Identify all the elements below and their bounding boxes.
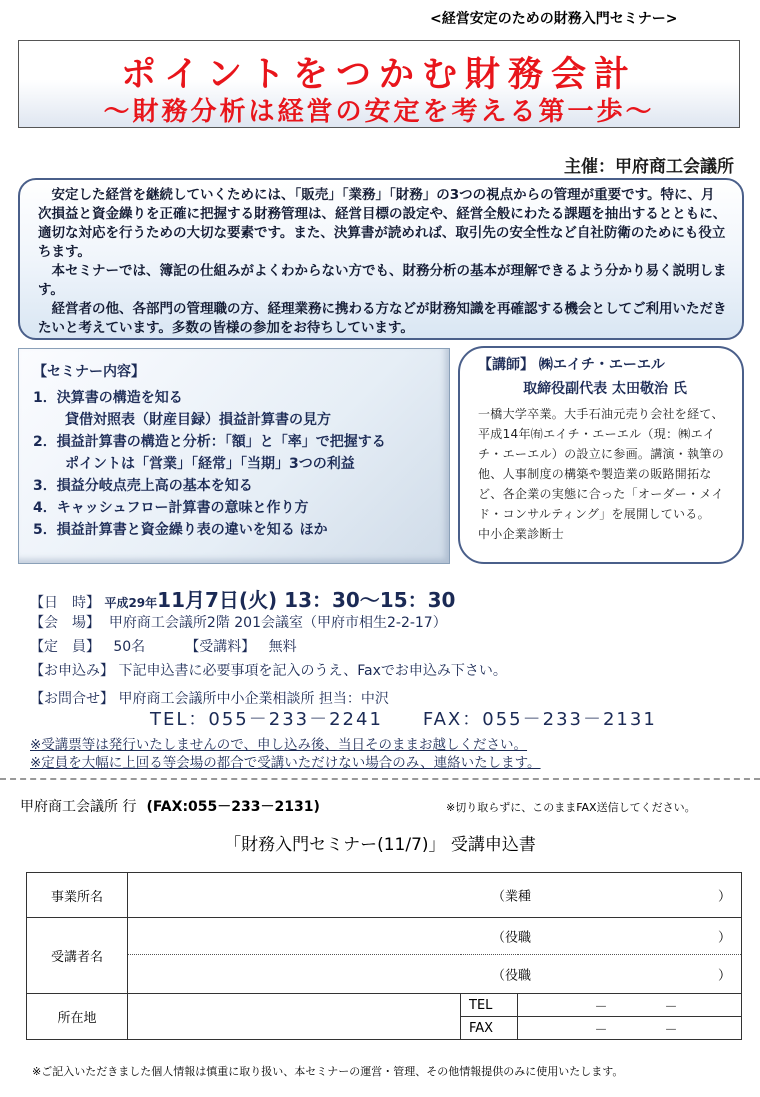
fax-to: 甲府商工会議所 行 xyxy=(20,799,137,815)
contact-label: 【お問合せ】 xyxy=(30,691,114,707)
close-paren: ） xyxy=(717,930,731,946)
title-banner xyxy=(18,40,740,128)
fee-label: 【受講料】 xyxy=(185,639,256,655)
form-title: 「財務入門セミナー(11/7)」 受講申込書 xyxy=(224,835,536,855)
contact-value: 甲府商工会議所中小企業相談所 担当：中沢 xyxy=(118,691,389,707)
date-row xyxy=(30,584,455,613)
organizer: 主催：甲府商工会議所 xyxy=(564,157,734,177)
fax-number: (FAX:055－233－2131) xyxy=(146,799,320,815)
date-era: 平成29年 xyxy=(104,596,158,610)
fax-note: ※切り取らずに、このままFAX送信してください。 xyxy=(446,801,696,814)
attendee-row-1 xyxy=(27,918,742,955)
notice-no-ticket: ※受講票等は発行いたしませんので、申し込み後、当日そのままお越しください。 xyxy=(30,737,528,753)
fax-label: FAX xyxy=(461,1017,518,1040)
capacity-label: 【定 員】 xyxy=(30,639,100,655)
attendee-row-2 xyxy=(27,955,742,994)
content-item: 2．損益計算書の構造と分析：「額」と「率」で把握する xyxy=(33,434,386,450)
address-row-1 xyxy=(27,994,742,1017)
content-subitem: 貸借対照表（財産目録）損益計算書の見方 xyxy=(65,412,331,428)
apply-row xyxy=(30,660,507,680)
dash: － xyxy=(664,999,678,1015)
capacity-row xyxy=(30,636,297,656)
attendee-name-label: 受講者名 xyxy=(27,918,128,994)
business-row xyxy=(27,873,742,918)
business-name-label: 事業所名 xyxy=(27,873,128,918)
intro-paragraph: 本セミナーでは、簿記の仕組みがよくわからない方でも、財務分析の基本が理解できるよう分かり易く説明します。 xyxy=(38,263,727,298)
attendee-name-field-1[interactable] xyxy=(128,918,742,955)
date-value: 11月7日(火) 13：30～15：30 xyxy=(157,588,456,612)
tel-field[interactable] xyxy=(518,994,742,1017)
dash: － xyxy=(594,999,608,1015)
seminar-content-box xyxy=(18,348,450,564)
fax-field[interactable] xyxy=(518,1017,742,1040)
intro-box xyxy=(18,178,744,340)
cut-line xyxy=(0,778,760,780)
close-paren: ） xyxy=(717,968,731,984)
lecturer-bio-text: 一橋大学卒業。大手石油元売り会社を経て、平成14年㈲エイチ・エーエル（現：㈱エイチ・エーエル）の設立に参画。講演・執筆の他、人事制度の構築や製造業の販路開拓など、各企業の実態に合った「オーダー・メイド・コンサルティング」を展開している。 xyxy=(478,407,725,521)
tel-label: TEL xyxy=(461,994,518,1017)
lecturer-bio xyxy=(478,404,732,544)
content-item: 1．決算書の構造を知る xyxy=(33,390,183,406)
content-subitem: ポイントは「営業」「経常」「当期」3つの利益 xyxy=(65,456,355,472)
dash: － xyxy=(664,1022,678,1038)
fax-destination xyxy=(20,796,320,816)
content-item: 4．キャッシュフロー計算書の意味と作り方 xyxy=(33,500,309,516)
lecturer-certification: 中小企業診断士 xyxy=(478,527,565,541)
content-item: 3．損益分岐点売上高の基本を知る xyxy=(33,478,253,494)
seminar-content-title: 【セミナー内容】 xyxy=(33,364,145,380)
venue-label: 【会 場】 xyxy=(30,615,100,631)
apply-value: 下記申込書に必要事項を記入のうえ、Faxでお申込み下さい。 xyxy=(118,663,507,679)
position-label: （役職 xyxy=(492,968,532,984)
attendee-name-field-2[interactable] xyxy=(128,955,742,994)
close-paren: ） xyxy=(717,889,731,905)
content-item: 5．損益計算書と資金繰り表の違いを知る ほか xyxy=(33,522,328,538)
venue-value: 甲府商工会議所2階 201会議室（甲府市相生2-2-17） xyxy=(108,615,447,631)
lecturer-heading: 【講師】 ㈱エイチ・エーエル xyxy=(478,357,665,373)
tel-fax-numbers: TEL：055－233－2241 FAX：055－233－2131 xyxy=(150,709,657,730)
privacy-note: ※ご記入いただきました個人情報は慎重に取り扱い、本セミナーの運営・管理、その他情報提供のみに使用いたします。 xyxy=(32,1065,624,1078)
intro-paragraph: 安定した経営を継続していくためには、「販売」「業務」「財務」の3つの視点からの管理が重要です。特に、月次損益と資金繰りを正確に把握する財務管理は、経営目標の設定や、経営全般にわたる課題を抽出するとともに、適切な対応を行うための大切な要素です。また、決算書が読めれば、取引先の安全性など自社防衛のためにも役立ちます。 xyxy=(38,187,727,260)
main-title: ポイントをつかむ財務会計 xyxy=(120,55,637,95)
seminar-series-label: <経営安定のための財務入門セミナー> xyxy=(430,11,678,27)
notice-capacity: ※定員を大幅に上回る等会場の都合で受講いただけない場合のみ、連絡いたします。 xyxy=(30,755,541,771)
venue-row xyxy=(30,612,447,632)
lecturer-box xyxy=(458,346,744,564)
application-form xyxy=(26,872,742,1040)
lecturer-name: 取締役副代表 太田敬治 氏 xyxy=(523,381,687,397)
industry-label: （業種 xyxy=(492,889,532,905)
position-label: （役職 xyxy=(492,930,532,946)
date-label: 【日 時】 xyxy=(30,595,100,611)
address-label: 所在地 xyxy=(27,994,128,1040)
tagline: ～財務分析は経営の安定を考える第一歩～ xyxy=(103,97,655,127)
fee-value: 無料 xyxy=(268,639,297,655)
apply-label: 【お申込み】 xyxy=(30,663,114,679)
address-field[interactable] xyxy=(128,994,461,1040)
capacity-value: 50名 xyxy=(113,639,146,655)
intro-paragraph: 経営者の他、各部門の管理職の方、経理業務に携わる方などが財務知識を再確認する機会としてご利用いただきたいと考えています。多数の皆様の参加をお待ちしています。 xyxy=(38,301,727,336)
business-name-field[interactable] xyxy=(128,873,742,918)
dash: － xyxy=(594,1022,608,1038)
